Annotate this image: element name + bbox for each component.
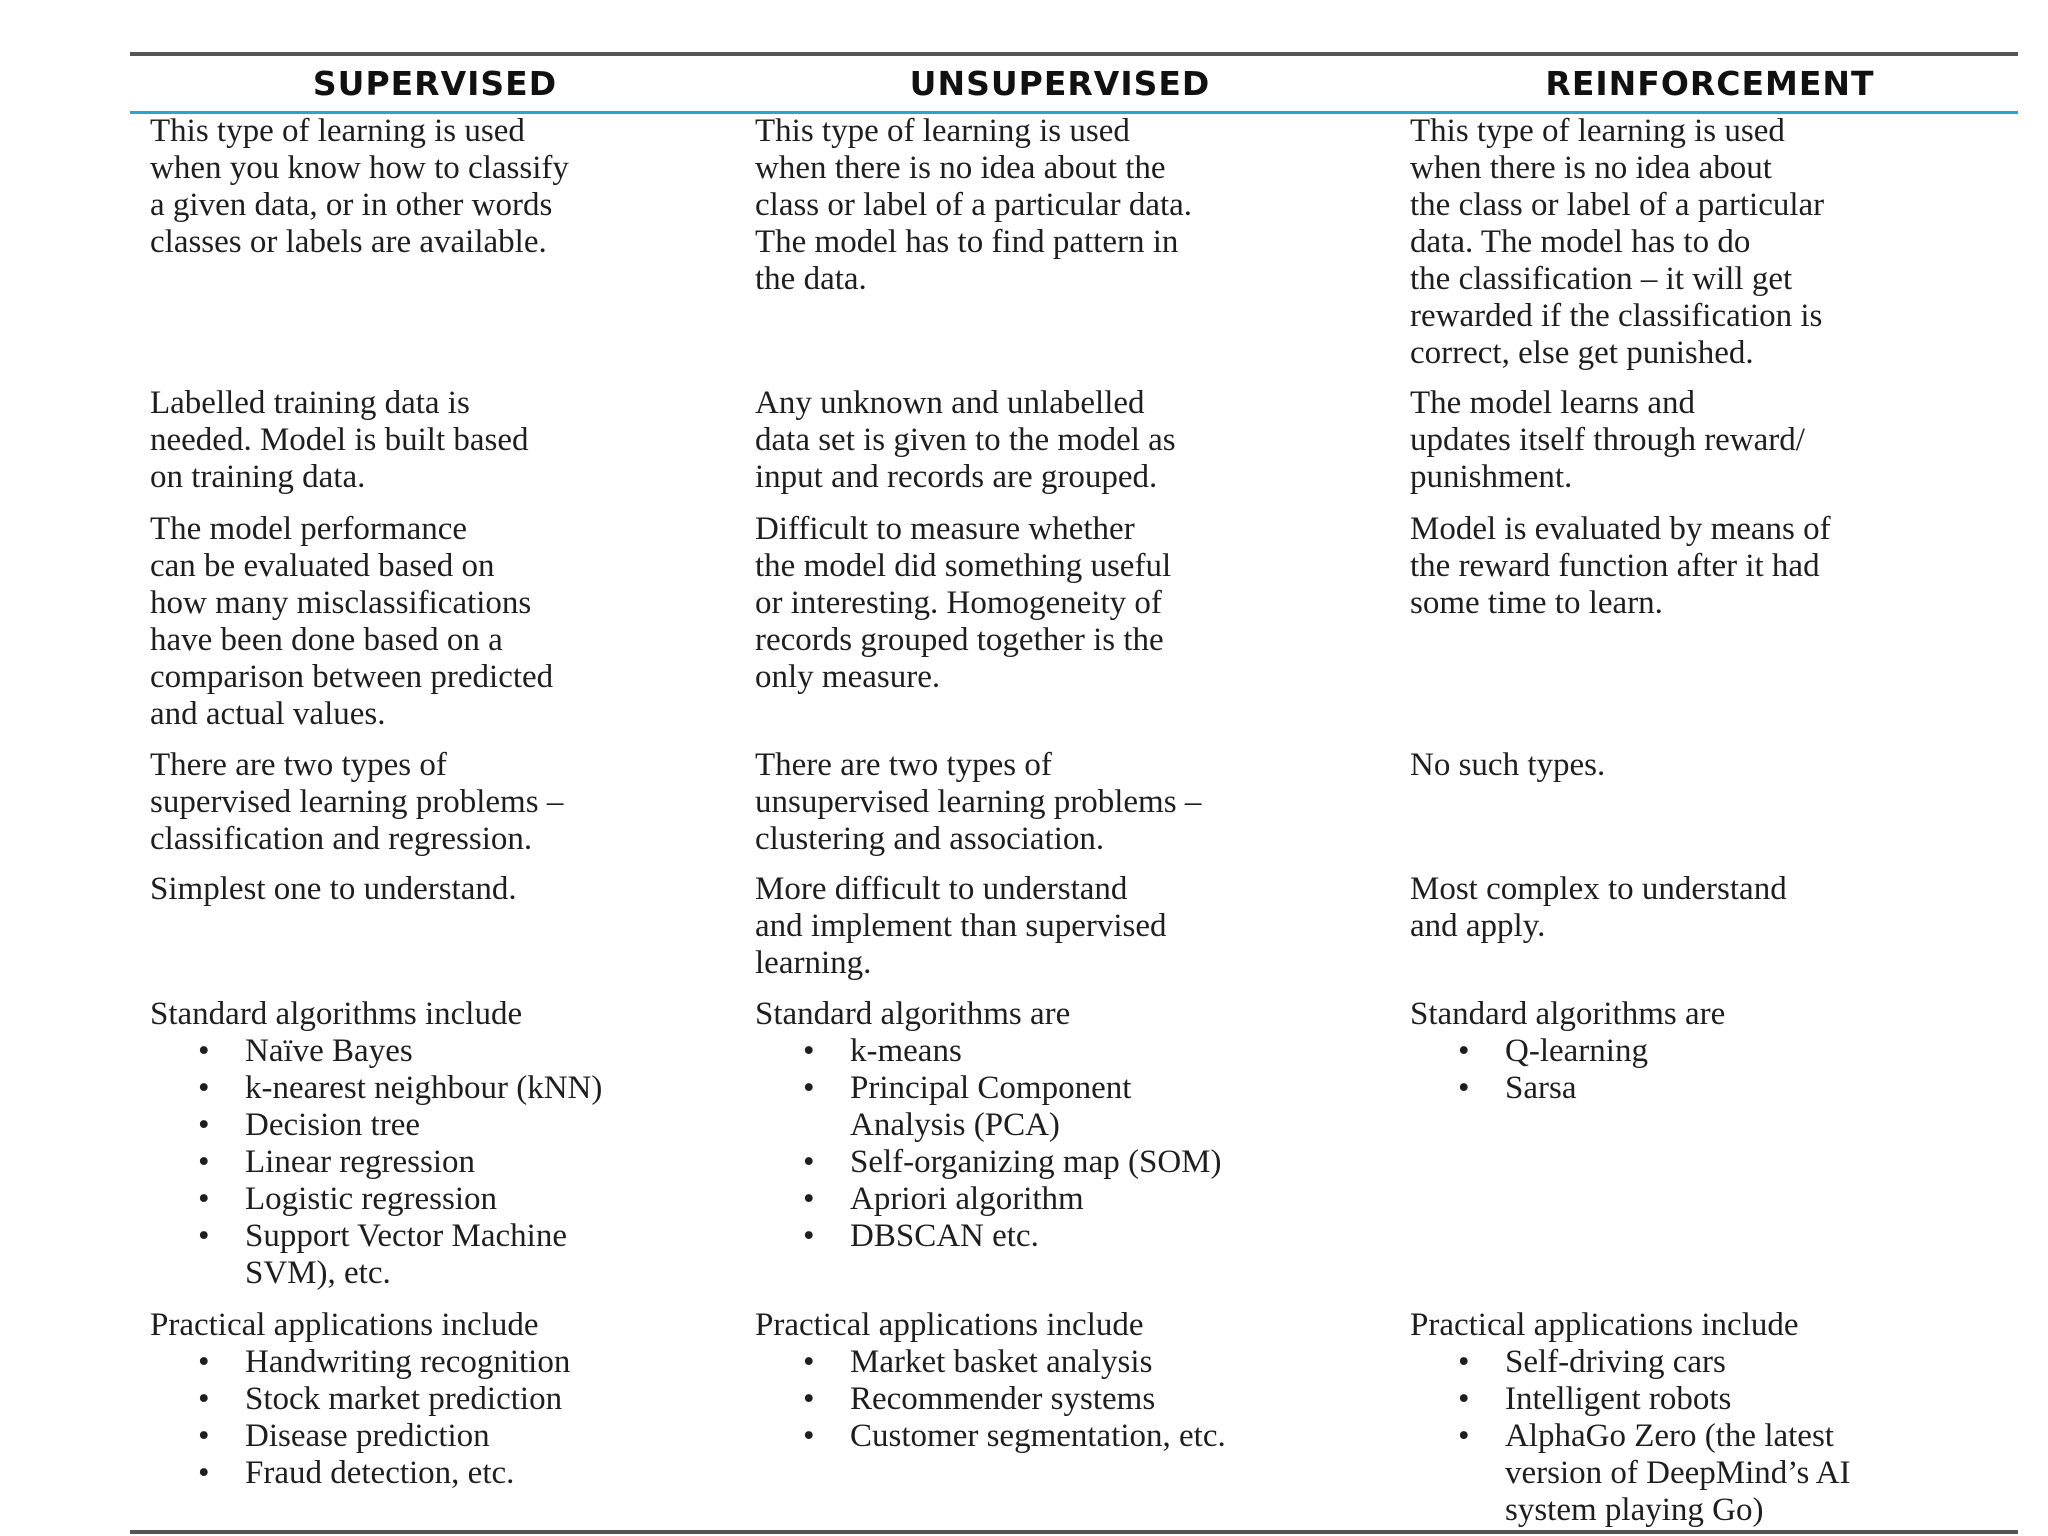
list-item-text: Support Vector Machine: [245, 1218, 567, 1254]
algorithm-list: [755, 1033, 1222, 1255]
bullet-icon: •: [198, 1344, 210, 1380]
cell-r3-supervised: [150, 511, 553, 733]
cell-r5-reinforcement: [1410, 871, 1787, 945]
text-line: and implement than supervised: [755, 908, 1167, 944]
list-item-text: Sarsa: [1505, 1070, 1577, 1106]
list-item-text: Intelligent robots: [1505, 1381, 1732, 1417]
list-item-text: SVM), etc.: [245, 1255, 391, 1291]
cell-r2-unsupervised: [755, 385, 1176, 496]
text-line: the model did something useful: [755, 548, 1172, 584]
text-line: unsupervised learning problems –: [755, 784, 1202, 820]
text-line: The model learns and: [1410, 385, 1695, 421]
text-line: Standard algorithms include: [150, 996, 523, 1032]
list-item-text: Disease prediction: [245, 1418, 490, 1454]
bullet-icon: •: [803, 1218, 815, 1254]
text-line: Simplest one to understand.: [150, 871, 517, 907]
text-line: have been done based on a: [150, 622, 503, 658]
list-item: [755, 1181, 1222, 1218]
list-item: [1410, 1381, 1851, 1418]
table-bottom-rule: [130, 1530, 2018, 1534]
bullet-icon: •: [198, 1218, 210, 1254]
text-line: a given data, or in other words: [150, 187, 553, 223]
text-line: Practical applications include: [150, 1307, 539, 1343]
bullet-icon: •: [1458, 1344, 1470, 1380]
text-line: punishment.: [1410, 459, 1573, 495]
list-item-continuation: [1410, 1455, 1851, 1492]
bullet-icon: •: [803, 1033, 815, 1069]
text-line: supervised learning problems –: [150, 784, 564, 820]
list-item-text: Customer segmentation, etc.: [850, 1418, 1226, 1454]
list-item-text: DBSCAN etc.: [850, 1218, 1039, 1254]
text-line: data. The model has to do: [1410, 224, 1751, 260]
list-item: [755, 1344, 1226, 1381]
text-line: updates itself through reward/: [1410, 422, 1805, 458]
bullet-icon: •: [803, 1181, 815, 1217]
text-line: how many misclassifications: [150, 585, 532, 621]
list-item-continuation: [150, 1255, 602, 1292]
text-line: Difficult to measure whether: [755, 511, 1135, 547]
cell-r7-reinforcement: [1410, 1307, 1851, 1529]
bullet-icon: •: [1458, 1418, 1470, 1454]
list-item-text: Apriori algorithm: [850, 1181, 1084, 1217]
list-item: [1410, 1418, 1851, 1455]
cell-r1-unsupervised: [755, 113, 1192, 298]
text-line: Practical applications include: [1410, 1307, 1799, 1343]
list-item: [150, 1455, 570, 1492]
bullet-icon: •: [1458, 1033, 1470, 1069]
text-line: records grouped together is the: [755, 622, 1164, 658]
cell-r3-reinforcement: [1410, 511, 1831, 622]
text-line: Most complex to understand: [1410, 871, 1787, 907]
text-line: This type of learning is used: [1410, 113, 1785, 149]
text-line: the class or label of a particular: [1410, 187, 1825, 223]
list-item-text: Logistic regression: [245, 1181, 498, 1217]
list-item-text: Fraud detection, etc.: [245, 1455, 515, 1491]
application-list: [1410, 1344, 1851, 1529]
list-item-text: Principal Component: [850, 1070, 1132, 1106]
bullet-icon: •: [1458, 1070, 1470, 1106]
bullet-icon: •: [198, 1381, 210, 1417]
list-item: [1410, 1070, 1725, 1107]
list-item: [150, 1107, 602, 1144]
list-item: [755, 1381, 1226, 1418]
header-supervised: SUPERVISED: [312, 64, 558, 103]
text-line: or interesting. Homogeneity of: [755, 585, 1162, 621]
text-line: when there is no idea about the: [755, 150, 1166, 186]
list-item-text: k-means: [850, 1033, 962, 1069]
bullet-icon: •: [803, 1344, 815, 1380]
list-item: [755, 1218, 1222, 1255]
text-line: Standard algorithms are: [1410, 996, 1726, 1032]
text-line: input and records are grouped.: [755, 459, 1158, 495]
list-item-text: Q-learning: [1505, 1033, 1648, 1069]
text-line: the data.: [755, 261, 867, 297]
text-line: data set is given to the model as: [755, 422, 1176, 458]
text-line: when you know how to classify: [150, 150, 569, 186]
list-item-text: Self-driving cars: [1505, 1344, 1726, 1380]
cell-r4-unsupervised: [755, 747, 1201, 858]
text-line: only measure.: [755, 659, 941, 695]
list-item-continuation: [1410, 1492, 1851, 1529]
text-line: There are two types of: [150, 747, 447, 783]
bullet-icon: •: [1458, 1381, 1470, 1417]
text-line: Any unknown and unlabelled: [755, 385, 1145, 421]
application-list: [755, 1344, 1226, 1455]
cell-r6-unsupervised: [755, 996, 1222, 1255]
text-line: This type of learning is used: [150, 113, 525, 149]
text-line: rewarded if the classification is: [1410, 298, 1823, 334]
list-item: [1410, 1344, 1851, 1381]
algorithm-list: [1410, 1033, 1725, 1107]
list-item: [150, 1033, 602, 1070]
cell-r4-supervised: [150, 747, 563, 858]
text-line: No such types.: [1410, 747, 1606, 783]
list-item: [150, 1144, 602, 1181]
bullet-icon: •: [198, 1070, 210, 1106]
list-item-text: Stock market prediction: [245, 1381, 563, 1417]
bullet-icon: •: [198, 1455, 210, 1491]
text-line: Labelled training data is: [150, 385, 470, 421]
list-item-text: AlphaGo Zero (the latest: [1505, 1418, 1834, 1454]
bullet-icon: •: [198, 1418, 210, 1454]
cell-r4-reinforcement: [1410, 747, 1605, 784]
text-line: learning.: [755, 945, 872, 981]
list-item: [150, 1070, 602, 1107]
text-line: This type of learning is used: [755, 113, 1130, 149]
cell-r6-reinforcement: [1410, 996, 1725, 1107]
list-item-text: Linear regression: [245, 1144, 475, 1180]
list-item: [755, 1033, 1222, 1070]
list-item-continuation: [755, 1107, 1222, 1144]
text-line: Standard algorithms are: [755, 996, 1071, 1032]
bullet-icon: •: [803, 1070, 815, 1106]
cell-r2-supervised: [150, 385, 529, 496]
bullet-icon: •: [803, 1144, 815, 1180]
list-item: [150, 1344, 570, 1381]
text-line: Practical applications include: [755, 1307, 1144, 1343]
bullet-icon: •: [198, 1181, 210, 1217]
cell-r2-reinforcement: [1410, 385, 1805, 496]
text-line: clustering and association.: [755, 821, 1105, 857]
list-item-text: Recommender systems: [850, 1381, 1156, 1417]
list-item: [150, 1181, 602, 1218]
bullet-icon: •: [198, 1144, 210, 1180]
text-line: and apply.: [1410, 908, 1546, 944]
cell-r1-supervised: [150, 113, 569, 261]
text-line: when there is no idea about: [1410, 150, 1772, 186]
cell-r1-reinforcement: [1410, 113, 1824, 372]
algorithm-list: [150, 1033, 602, 1292]
list-item-text: version of DeepMind’s AI: [1505, 1455, 1851, 1491]
cell-r6-supervised: [150, 996, 602, 1292]
text-line: More difficult to understand: [755, 871, 1128, 907]
text-line: and actual values.: [150, 696, 386, 732]
cell-r5-unsupervised: [755, 871, 1167, 982]
application-list: [150, 1344, 570, 1492]
list-item: [1410, 1033, 1725, 1070]
list-item-text: system playing Go): [1505, 1492, 1764, 1528]
header-reinforcement: REINFORCEMENT: [1545, 64, 1875, 103]
table-top-rule: [130, 52, 2018, 56]
text-line: correct, else get punished.: [1410, 335, 1754, 371]
cell-r7-unsupervised: [755, 1307, 1226, 1455]
text-line: Model is evaluated by means of: [1410, 511, 1831, 547]
bullet-icon: •: [803, 1381, 815, 1417]
text-line: The model performance: [150, 511, 468, 547]
list-item-text: Naïve Bayes: [245, 1033, 413, 1069]
text-line: needed. Model is built based: [150, 422, 529, 458]
text-line: some time to learn.: [1410, 585, 1663, 621]
list-item-text: Self-organizing map (SOM): [850, 1144, 1222, 1180]
bullet-icon: •: [803, 1418, 815, 1454]
list-item: [150, 1218, 602, 1255]
list-item: [150, 1381, 570, 1418]
list-item: [755, 1418, 1226, 1455]
list-item-text: k-nearest neighbour (kNN): [245, 1070, 603, 1106]
list-item: [150, 1418, 570, 1455]
list-item-text: Decision tree: [245, 1107, 421, 1143]
text-line: the classification – it will get: [1410, 261, 1793, 297]
list-item: [755, 1144, 1222, 1181]
text-line: There are two types of: [755, 747, 1052, 783]
bullet-icon: •: [198, 1107, 210, 1143]
list-item-text: Handwriting recognition: [245, 1344, 571, 1380]
text-line: class or label of a particular data.: [755, 187, 1193, 223]
text-line: on training data.: [150, 459, 366, 495]
text-line: The model has to find pattern in: [755, 224, 1179, 260]
text-line: classification and regression.: [150, 821, 533, 857]
list-item: [755, 1070, 1222, 1107]
text-line: classes or labels are available.: [150, 224, 547, 260]
header-unsupervised: UNSUPERVISED: [909, 64, 1211, 103]
text-line: the reward function after it had: [1410, 548, 1820, 584]
cell-r3-unsupervised: [755, 511, 1171, 696]
bullet-icon: •: [198, 1033, 210, 1069]
list-item-text: Market basket analysis: [850, 1344, 1153, 1380]
text-line: comparison between predicted: [150, 659, 554, 695]
text-line: can be evaluated based on: [150, 548, 495, 584]
cell-r5-supervised: [150, 871, 517, 908]
list-item-text: Analysis (PCA): [850, 1107, 1060, 1143]
cell-r7-supervised: [150, 1307, 570, 1492]
